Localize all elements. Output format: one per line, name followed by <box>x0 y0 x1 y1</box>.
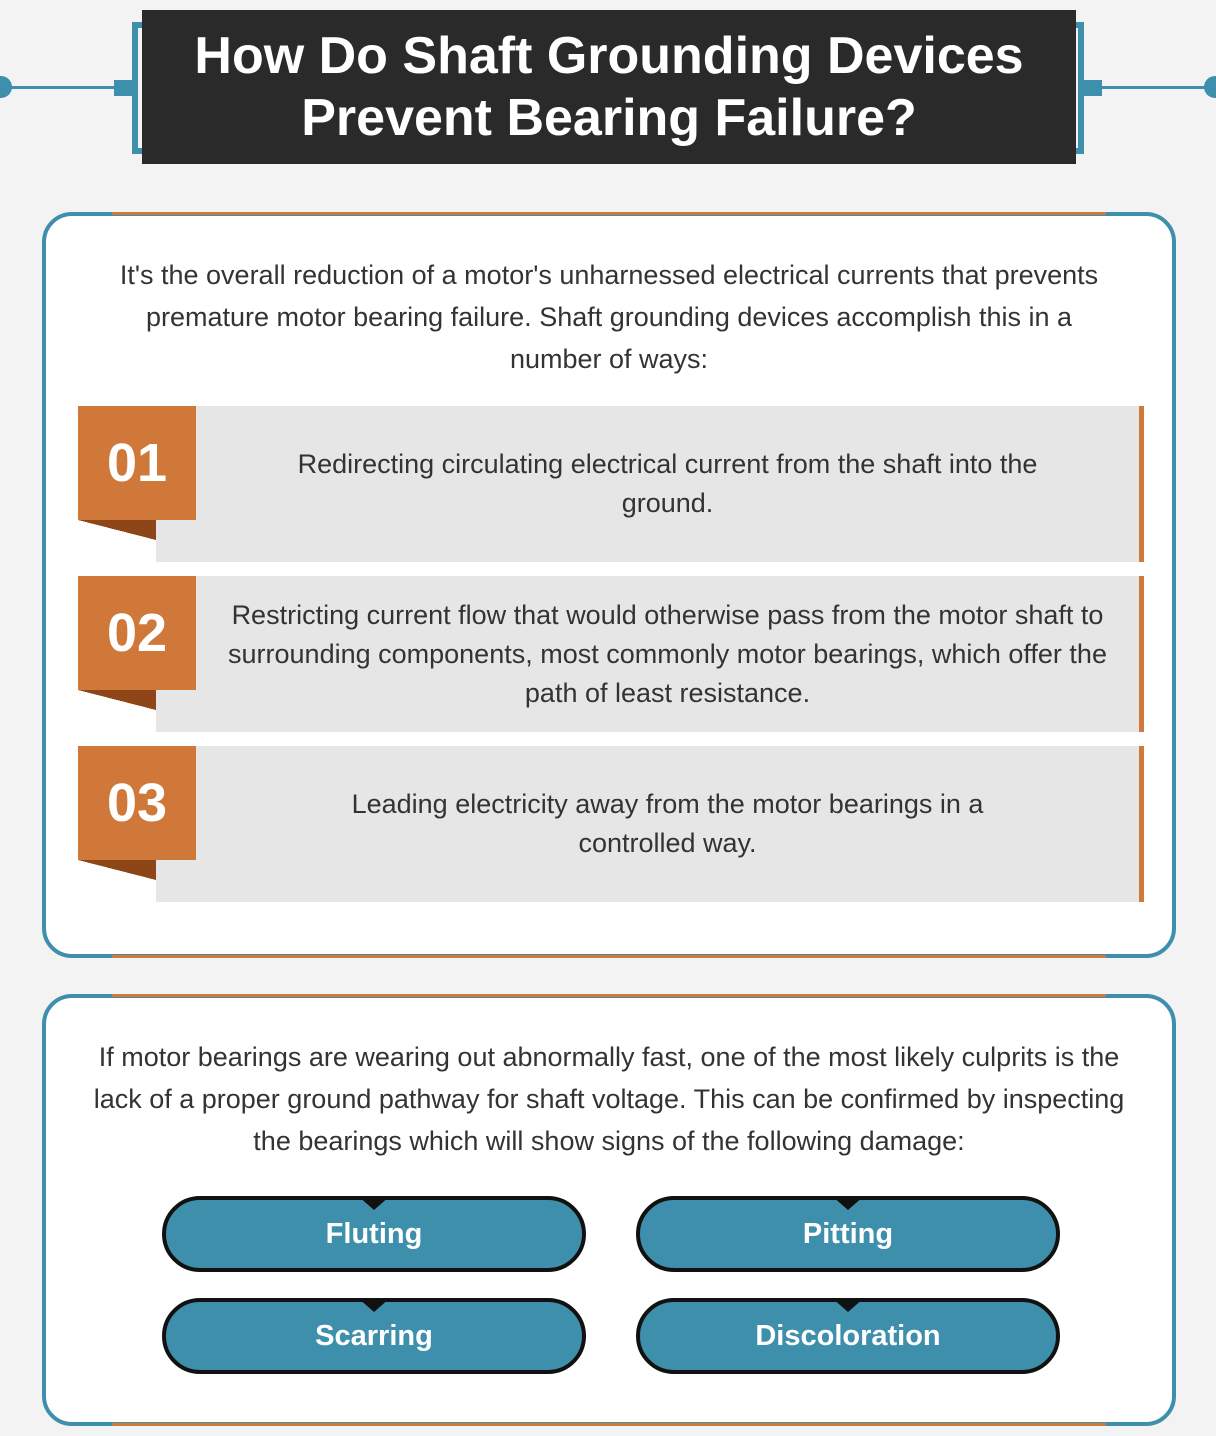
pill-notch <box>358 1298 390 1312</box>
pill-notch <box>832 1298 864 1312</box>
step-description: Restricting current flow that would otherwise pass from the motor shaft to surrounding components, most commonly motor bearings, which offer the path of least resistance. <box>228 599 1107 708</box>
step-number-badge: 01 <box>78 406 196 520</box>
step-item <box>106 746 1144 902</box>
damage-label: Discoloration <box>755 1319 941 1352</box>
step-text <box>226 576 1109 732</box>
damage-pill-pitting <box>636 1196 1060 1272</box>
pill-notch <box>358 1196 390 1210</box>
damage-intro: If motor bearings are wearing out abnormally fast, one of the most likely culprits is the lack of a proper ground pathway for shaft voltage. This can be confirmed by inspecting the bearings which will show signs of the following damage: <box>93 1042 1125 1156</box>
step-item <box>106 406 1144 562</box>
prevention-card <box>42 212 1176 958</box>
step-number-badge: 03 <box>78 746 196 860</box>
damage-label: Fluting <box>325 1217 423 1250</box>
damage-label: Scarring <box>315 1319 433 1352</box>
step-number-badge: 02 <box>78 576 196 690</box>
step-item <box>106 576 1144 732</box>
step-text <box>226 406 1109 562</box>
connector-line-left <box>6 86 116 89</box>
badge-fold <box>78 520 156 540</box>
damage-card <box>42 994 1176 1426</box>
pill-notch <box>832 1196 864 1210</box>
step-text <box>226 746 1109 902</box>
damage-pill-scarring <box>162 1298 586 1374</box>
badge-fold <box>78 860 156 880</box>
step-description: Leading electricity away from the motor bearings in a controlled way. <box>351 789 984 858</box>
step-description: Redirecting circulating electrical current from the shaft into the ground. <box>297 449 1038 518</box>
damage-label: Pitting <box>802 1217 894 1250</box>
damage-pill-fluting <box>162 1196 586 1272</box>
damage-pill-discoloration <box>636 1298 1060 1374</box>
badge-fold <box>78 690 156 710</box>
page-title: How Do Shaft Grounding Devices Prevent Bearing Failure? <box>194 27 1024 147</box>
connector-line-right <box>1100 86 1210 89</box>
prevention-intro: It's the overall reduction of a motor's unharnessed electrical currents that prevents premature motor bearing failure. Shaft grounding devices accomplish this in a number of ways: <box>119 260 1099 374</box>
title-box <box>142 10 1076 164</box>
